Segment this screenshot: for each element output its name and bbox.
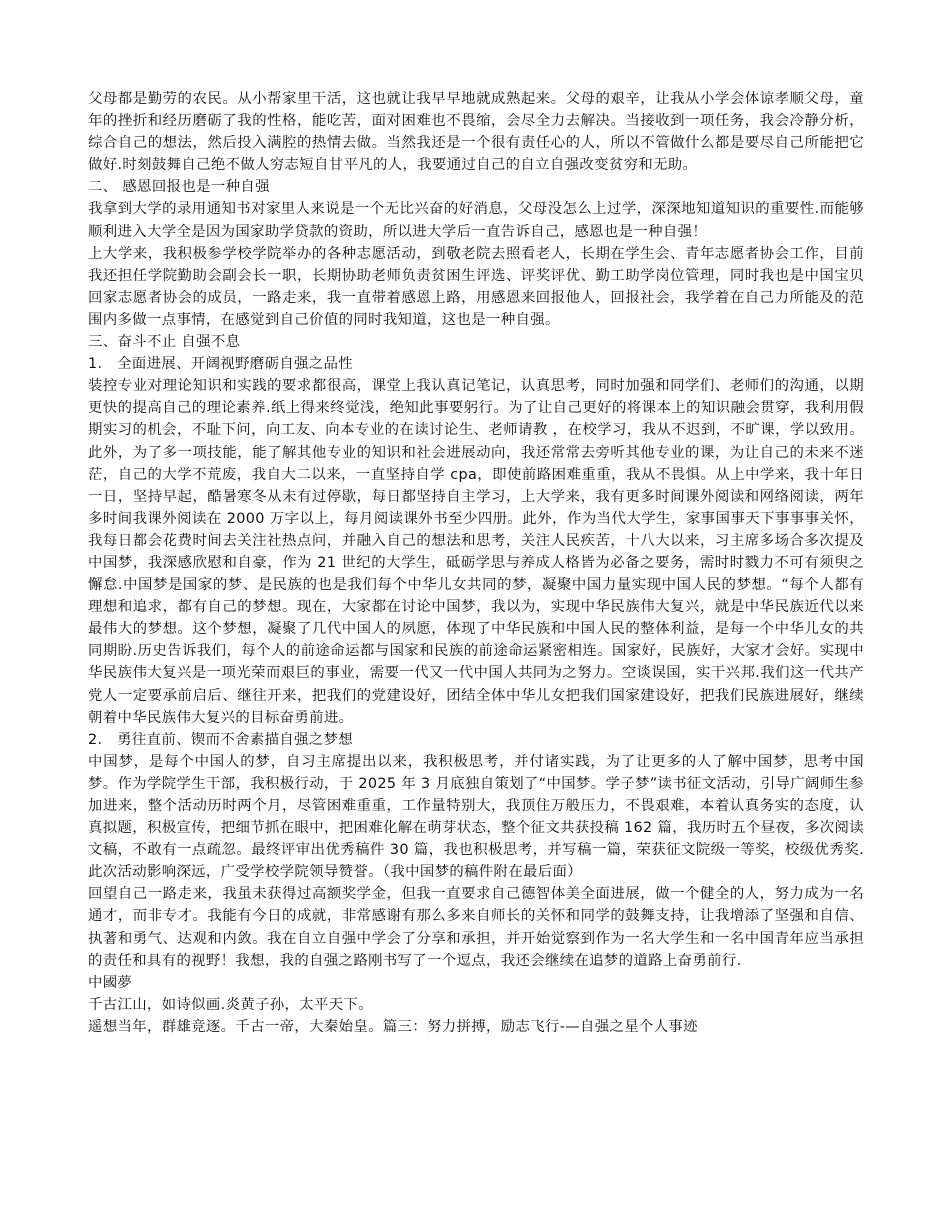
- paragraph-family-background: 父母都是勤劳的农民。从小帮家里干活，这也就让我早早地就成熟起来。父母的艰辛，让我从小学会体谅孝顺父母，童年的挫折和经历磨砺了我的性格，能吃苦，面对困难也不畏缩，会尽全力去解决。当接收到一项任务，我会冷静分析，综合自己的想法，然后投入满腔的热情去做。当然我还是一个很有责任心的人，所以不管做什么都是要尽自己所能把它做好.时刻鼓舞自己绝不做人穷志短自甘平凡的人，我要通过自己的自立自强改变贫穷和无助。: [88, 91, 864, 174]
- subsection-heading-2: 2． 勇往直前、锲而不舍素描自强之梦想: [88, 731, 354, 748]
- document-page: [88, 88, 864, 1038]
- subsection-heading-1: 1． 全面进展、开阔视野磨砺自强之品性: [88, 356, 354, 373]
- paragraph-study-and-reading: 装控专业对理论知识和实践的要求都很高，课堂上我认真记笔记，认真思考，同时加强和同学们、老师们的沟通，以期更快的提高自己的理论素养.纸上得来终觉浅，绝知此事要躬行。为了让自己更好的将课本上的知识融会贯穿，我利用假期实习的机会，不耻下问，向工友、向本专业的在读讨论生、老师请教 ，在校学习，我从不迟到，不旷课，学以致用。此外，为了多一项技能，能了解其他专业的知识和社会进展动向，我还常常去旁听其他专业的课，为让自己的未来不迷茫，自己的大学不荒废，我自大二以来，一直坚持自学 cpa，即使前路困难重重，我从不畏惧。从上中学来，我十年日一日，坚持早起，酷暑寒冬从未有过停歇，每日都坚持自主学习，上大学来，我有更多时间课外阅读和网络阅读，两年多时间我课外阅读在 2000 万字以上，每月阅读课外书至少四册。此外，作为当代大学生，家事国事天下事事事关怀，我每日都会花费时间去关注社热点问，并融入自己的想法和思考，关注人民疾苦，十八大以来，习主席多场合多次提及中国梦，我深感欣慰和自豪，作为 21 世纪的大学生，砥砺学思与养成人格皆为必备之要务，需时时戮力不可有须臾之懈怠.中国梦是国家的梦、是民族的也是我们每个中华儿女共同的梦，凝聚中国力量实现中国人民的梦想。“每个人都有理想和追求，都有自己的梦想。现在，大家都在讨论中国梦，我以为，实现中华民族伟大复兴，就是中华民族近代以来最伟大的梦想。这个梦想，凝聚了几代中国人的夙愿，体现了中华民族和中国人民的整体利益，是每一个中华儿女的共同期盼.历史告诉我们，每个人的前途命运都与国家和民族的前途命运紧密相连。国家好，民族好，大家才会好。实现中华民族伟大复兴是一项光荣而艰巨的事业，需要一代又一代中国人共同为之努力。空谈误国，实干兴邦.我们这一代共产党人一定要承前启后、继往开来，把我们的党建设好，团结全体中华儿女把我们国家建设好，把我们民族进展好，继续朝着中华民族伟大复兴的目标奋勇前进。: [88, 378, 864, 726]
- section-heading-gratitude: 二、 感恩回报也是一种自强: [88, 179, 270, 196]
- poem-line-1: 千古江山，如诗似画.炎黄子孙，太平天下。: [88, 996, 373, 1013]
- paragraph-china-dream-activity: 中国梦，是每个中国人的梦，自习主席提出以来，我积极思考，并付诸实践，为了让更多的人了解中国梦，思考中国梦。作为学院学生干部，我积极行动，于 2025 年 3 月底独自策划了“中国梦。学子梦”读书征文活动，引导广阔师生参加进来，整个活动历时两个月，尽管困难重重，工作量特别大，我顶住万般压力，不畏艰难，本着认真务实的态度，认真拟题，积极宣传，把细节抓在眼中，把困难化解在萌芽状态，整个征文共获投稿 162 篇，我历时五个昼夜，多次阅读文稿，不敢有一点疏忽。最终评审出优秀稿件 30 篇，我也积极思考，并写稿一篇，荣获征文院级一等奖，校级优秀奖.此次活动影响深远，广受学校学院领导赞誉。（我中国梦的稿件附在最后面）: [88, 753, 864, 881]
- paragraph-volunteer-activities: 上大学来，我积极参学校学院举办的各种志愿活动，到敬老院去照看老人，长期在学生会、青年志愿者协会工作，目前我还担任学院勤助会副会长一职，长期协助老师负责贫困生评选、评奖评优、勤工助学岗位管理，同时我也是中国宝贝回家志愿者协会的成员，一路走来，我一直带着感恩上路，用感恩来回报他人，回报社会，我学着在自己力所能及的范围内多做一点事情，在感觉到自己价值的同时我知道，这也是一种自强。: [88, 245, 864, 328]
- paragraph-reflection: 回望自己一路走来，我虽未获得过高额奖学金，但我一直要求自己德智体美全面进展，做一个健全的人，努力成为一名通才，而非专才。我能有今日的成就，非常感谢有那么多来自师长的关怀和同学的鼓舞支持，让我增添了坚强和自信、执著和勇气、达观和内敛。我在自立自强中学会了分享和承担，并开始觉察到作为一名大学生和一名中国青年应当承担的责任和具有的视野！我想，我的自强之路刚书写了一个逗点，我还会继续在追梦的道路上奋勇前行.: [88, 886, 864, 969]
- poem-title: 中國夢: [88, 974, 133, 991]
- section-heading-striving: 三、奋斗不止 自强不息: [88, 334, 241, 351]
- paragraph-admission-notice: 我拿到大学的录用通知书对家里人来说是一个无比兴奋的好消息，父母没怎么上过学，深深地知道知识的重要性.而能够顺利进入大学全是因为国家助学贷款的资助，所以进大学后一直告诉自己，感恩也是一种自强！: [88, 201, 864, 240]
- poem-line-2: 遥想当年，群雄竞逐。千古一帝，大秦始皇。篇三：努力拼搏，励志飞行-—自强之星个人事迹: [88, 1018, 698, 1035]
